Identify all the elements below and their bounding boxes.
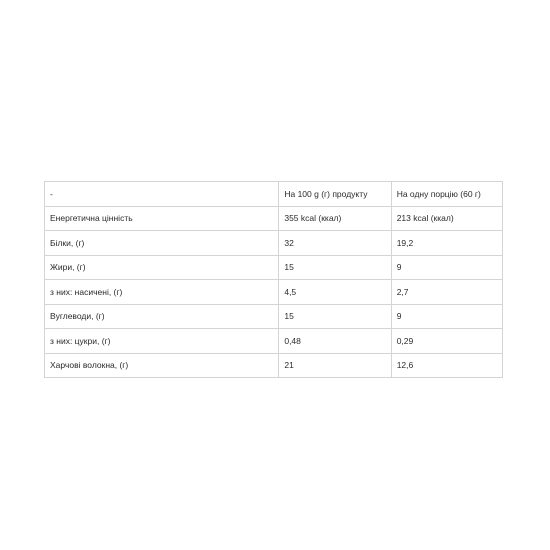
row-value-per-100g: 355 kcal (ккал) — [279, 206, 391, 231]
row-value-per-serving: 9 — [391, 304, 502, 329]
table-row — [45, 353, 503, 378]
table-row — [45, 280, 503, 305]
row-label: Вуглеводи, (г) — [45, 304, 279, 329]
row-value-per-serving: 12,6 — [391, 353, 502, 378]
row-label: Жири, (г) — [45, 255, 279, 280]
row-value-per-serving: 2,7 — [391, 280, 502, 305]
row-value-per-100g: 4,5 — [279, 280, 391, 305]
row-value-per-serving: 0,29 — [391, 329, 502, 354]
row-value-per-100g: 21 — [279, 353, 391, 378]
table-header-row — [45, 182, 503, 207]
header-cell-per-serving: На одну порцію (60 г) — [391, 182, 502, 207]
row-label: Білки, (г) — [45, 231, 279, 256]
row-value-per-serving: 9 — [391, 255, 502, 280]
row-label: з них: цукри, (г) — [45, 329, 279, 354]
row-value-per-100g: 0,48 — [279, 329, 391, 354]
row-value-per-100g: 15 — [279, 304, 391, 329]
header-cell-per-100g: На 100 g (г) продукту — [279, 182, 391, 207]
row-value-per-serving: 213 kcal (ккал) — [391, 206, 502, 231]
row-label: з них: насичені, (г) — [45, 280, 279, 305]
nutrition-table — [44, 181, 503, 378]
row-label: Харчові волокна, (г) — [45, 353, 279, 378]
row-value-per-serving: 19,2 — [391, 231, 502, 256]
header-cell-label: - — [45, 182, 279, 207]
row-value-per-100g: 15 — [279, 255, 391, 280]
row-label: Енергетична цінність — [45, 206, 279, 231]
table-row — [45, 255, 503, 280]
table-row — [45, 329, 503, 354]
row-value-per-100g: 32 — [279, 231, 391, 256]
table-row — [45, 304, 503, 329]
table-row — [45, 231, 503, 256]
table-row — [45, 206, 503, 231]
